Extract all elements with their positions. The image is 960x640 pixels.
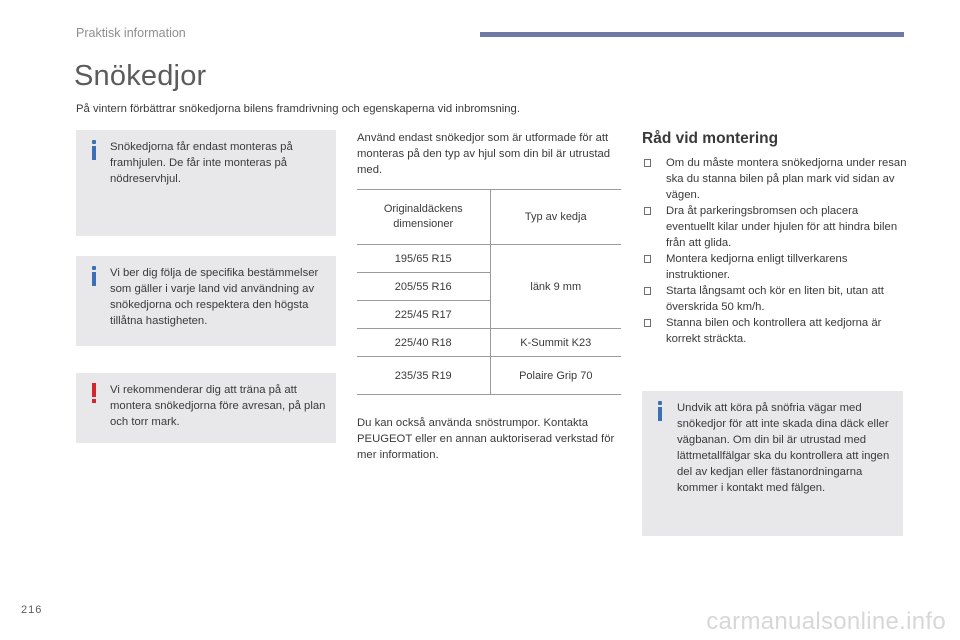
tire-size-cell: 225/40 R18: [357, 329, 490, 357]
table-row: [357, 357, 621, 395]
tire-size-cell: 195/65 R15: [357, 245, 490, 273]
checkbox-bullet-icon: [644, 287, 651, 295]
info-icon: [91, 140, 97, 162]
intro-paragraph: På vintern förbättrar snökedjorna bilens framdrivning och egenskaperna vid inbromsning.: [76, 103, 520, 115]
tire-size-cell: 225/45 R17: [357, 301, 490, 329]
page-title: Snökedjor: [74, 60, 207, 92]
tire-size-cell: 235/35 R19: [357, 357, 490, 395]
checkbox-bullet-icon: [644, 255, 651, 263]
step-text: Stanna bilen och kontrollera att kedjorna är korrekt sträckta.: [666, 317, 882, 345]
note-regulations: [76, 256, 336, 346]
column-header-chain-type: Typ av kedja: [490, 190, 621, 245]
snow-socks-paragraph: Du kan också använda snöstrumpor. Kontakta PEUGEOT eller en annan auktoriserad verkstad för mer information.: [357, 417, 615, 461]
advice-heading: Råd vid montering: [642, 130, 779, 147]
step-text: Montera kedjorna enligt tillverkarens instruktioner.: [666, 253, 848, 281]
info-icon: [91, 266, 97, 288]
tire-size-cell: 205/55 R16: [357, 273, 490, 301]
list-item: [644, 251, 909, 283]
column-header-tire-dimensions: Originaldäckens dimensioner: [357, 190, 490, 245]
watermark-text: carmanualsonline.info: [706, 608, 946, 635]
step-text: Starta långsamt och kör en liten bit, utan att överskrida 50 km/h.: [666, 285, 884, 313]
checkbox-bullet-icon: [644, 207, 651, 215]
list-item: [644, 315, 909, 347]
list-item: [644, 203, 909, 251]
checkbox-bullet-icon: [644, 319, 651, 327]
chain-type-cell: länk 9 mm: [490, 245, 621, 329]
info-icon: [657, 401, 663, 423]
chain-type-cell: K-Summit K23: [490, 329, 621, 357]
warning-icon: [91, 383, 97, 405]
advice-step-list: [644, 155, 909, 347]
step-text: Dra åt parkeringsbromsen och placera eventuellt kilar under hjulen för att hindra bilen från att glida.: [666, 205, 898, 249]
page-number: 216: [21, 604, 43, 616]
note-front-wheels: [76, 130, 336, 236]
list-item: [644, 155, 909, 203]
note-text: Vi ber dig följa de specifika bestämmelser som gäller i varje land vid användning av snökedjorna och respektera den högsta tillåtna hastigheten.: [110, 267, 319, 327]
chain-usage-paragraph: Använd endast snökedjor som är utformade för att monteras på den typ av hjul som din bil är utrustad med.: [357, 132, 611, 176]
step-text: Om du måste montera snökedjorna under resan ska du stanna bilen på plan mark vid sidan av vägen.: [666, 157, 907, 201]
note-avoid-bare-roads: [642, 391, 903, 536]
chain-type-cell: Polaire Grip 70: [490, 357, 621, 395]
section-header-label: Praktisk information: [76, 26, 186, 40]
note-practice-warning: [76, 373, 336, 443]
note-text: Snökedjorna får endast monteras på framhjulen. De får inte monteras på nödreservhjul.: [110, 141, 293, 185]
note-text: Vi rekommenderar dig att träna på att montera snökedjorna före avresan, på plan och torr mark.: [110, 384, 326, 428]
list-item: [644, 283, 909, 315]
checkbox-bullet-icon: [644, 159, 651, 167]
table-row: [357, 329, 621, 357]
table-header-row: [357, 190, 621, 245]
header-accent-bar: [480, 32, 904, 37]
chain-dimensions-table: [357, 189, 621, 395]
note-text: Undvik att köra på snöfria vägar med snökedjor för att inte skada dina däck eller vägbanan. Om din bil är utrustad med lättmetallfälgar ska du kontrollera att ingen del av kedjan eller fästanordningarna kommer i kontakt med fälgen.: [677, 402, 890, 494]
table-row: [357, 245, 621, 273]
